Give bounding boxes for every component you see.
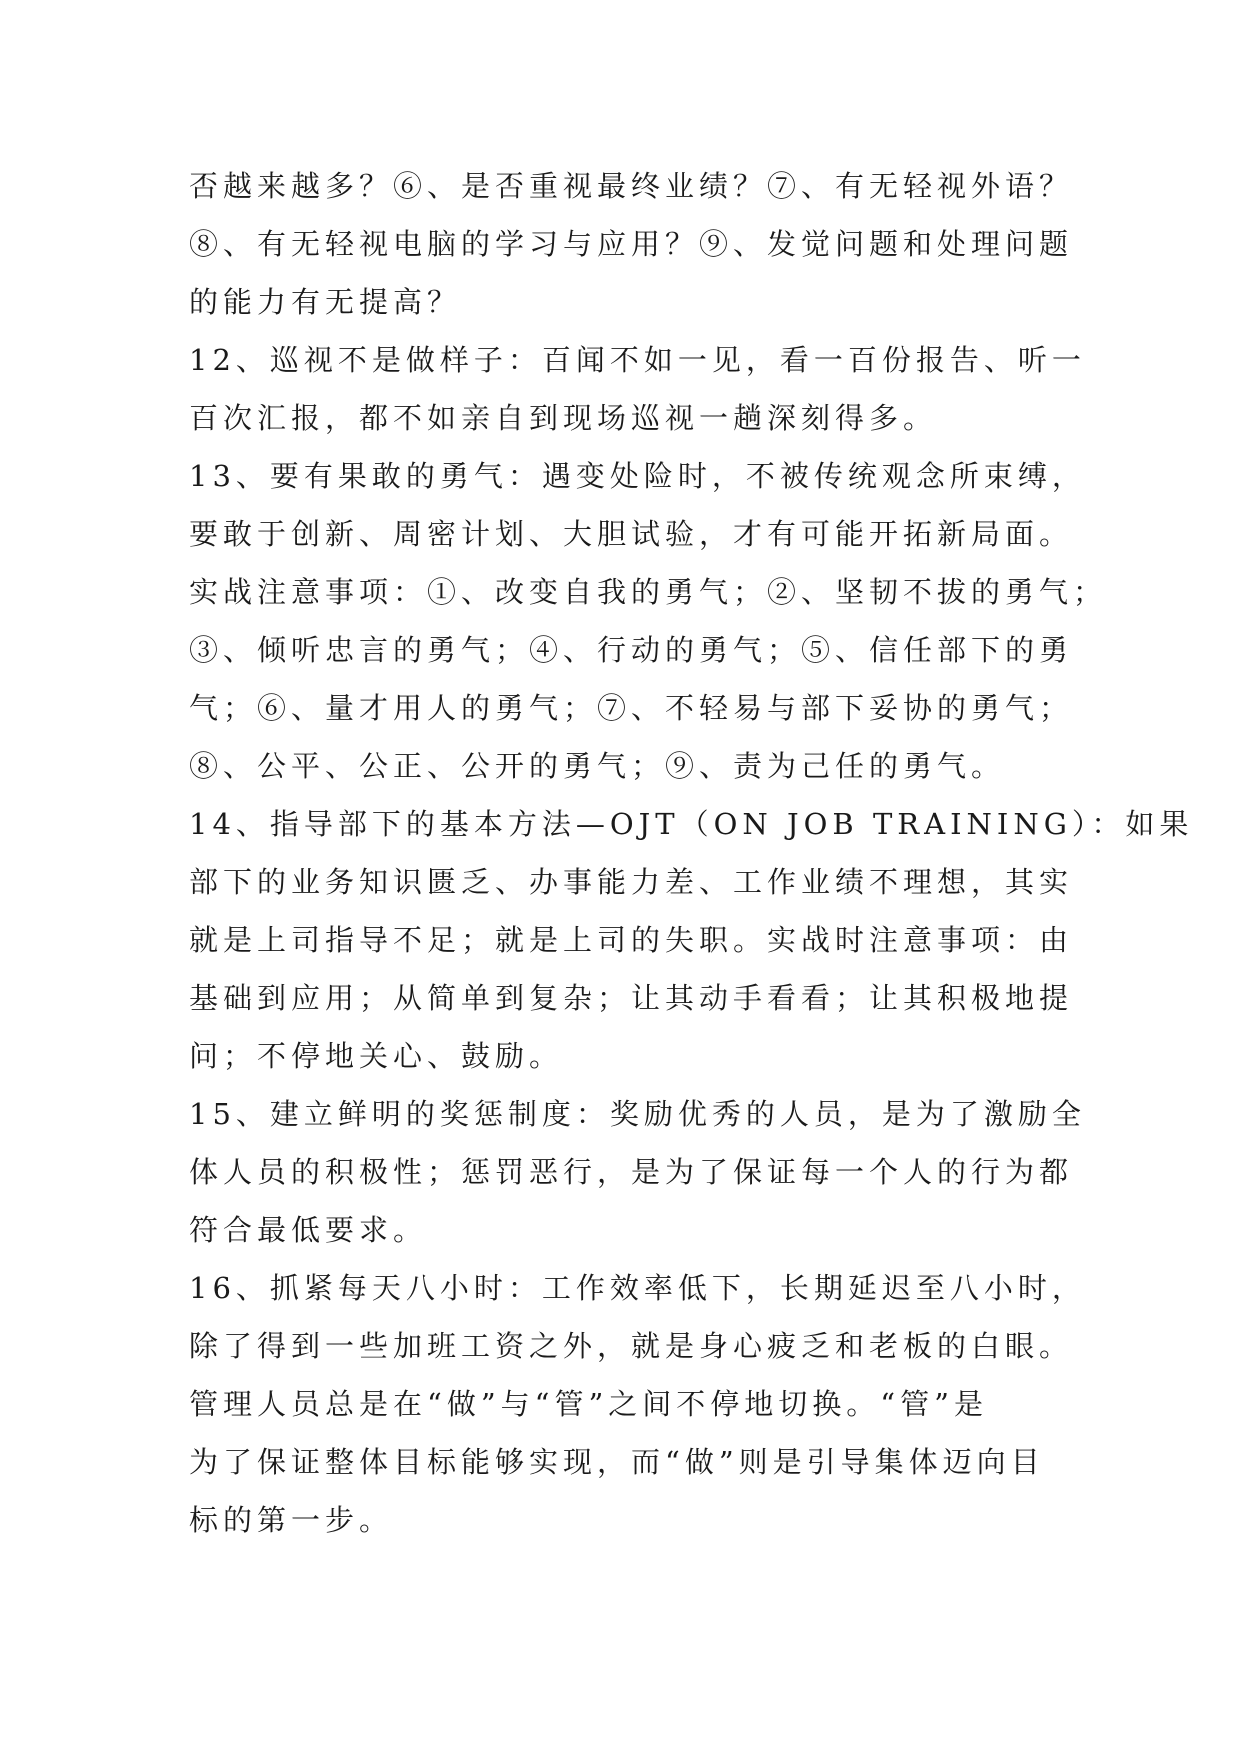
text-line: 否越来越多？⑥、是否重视最终业绩？⑦、有无轻视外语？ [189,169,1074,203]
text-line: 14、指导部下的基本方法—OJT（ON JOB TRAINING）：如果 [189,807,1194,841]
text-line: 体人员的积极性；惩罚恶行，是为了保证每一个人的行为都 [189,1155,1074,1189]
text-line: 管理人员总是在“做”与“管”之间不停地切换。“管”是 [189,1387,988,1421]
text-line: 实战注意事项：①、改变自我的勇气；②、坚韧不拔的勇气； [189,575,1108,609]
text-line: 13、要有果敢的勇气：遇变处险时，不被传统观念所束缚， [189,459,1086,493]
text-line: 部下的业务知识匮乏、办事能力差、工作业绩不理想，其实 [189,865,1074,899]
text-line: 问；不停地关心、鼓励。 [189,1039,564,1073]
text-line: 16、抓紧每天八小时：工作效率低下，长期延迟至八小时， [189,1271,1086,1305]
text-line: 要敢于创新、周密计划、大胆试验，才有可能开拓新局面。 [189,517,1074,551]
text-line: ⑧、有无轻视电脑的学习与应用？⑨、发觉问题和处理问题 [189,227,1074,261]
text-line: 的能力有无提高？ [189,285,462,319]
text-line: 百次汇报，都不如亲自到现场巡视一趟深刻得多。 [189,401,938,435]
text-line: ③、倾听忠言的勇气；④、行动的勇气；⑤、信任部下的勇 [189,633,1074,667]
text-line: 符合最低要求。 [189,1213,428,1247]
document-body [189,157,1194,1549]
text-line: 气；⑥、量才用人的勇气；⑦、不轻易与部下妥协的勇气； [189,691,1074,725]
text-line: 标的第一步。 [189,1503,394,1537]
text-line: ⑧、公平、公正、公开的勇气；⑨、责为己任的勇气。 [189,749,1006,783]
text-line: 15、建立鲜明的奖惩制度：奖励优秀的人员，是为了激励全 [189,1097,1086,1131]
text-line: 12、巡视不是做样子：百闻不如一见，看一百份报告、听一 [189,343,1086,377]
text-line: 除了得到一些加班工资之外，就是身心疲乏和老板的白眼。 [189,1329,1074,1363]
text-line: 就是上司指导不足；就是上司的失职。实战时注意事项：由 [189,923,1074,957]
text-line: 为了保证整体目标能够实现，而“做”则是引导集体迈向目 [189,1445,1045,1479]
text-line: 基础到应用；从简单到复杂；让其动手看看；让其积极地提 [189,981,1074,1015]
